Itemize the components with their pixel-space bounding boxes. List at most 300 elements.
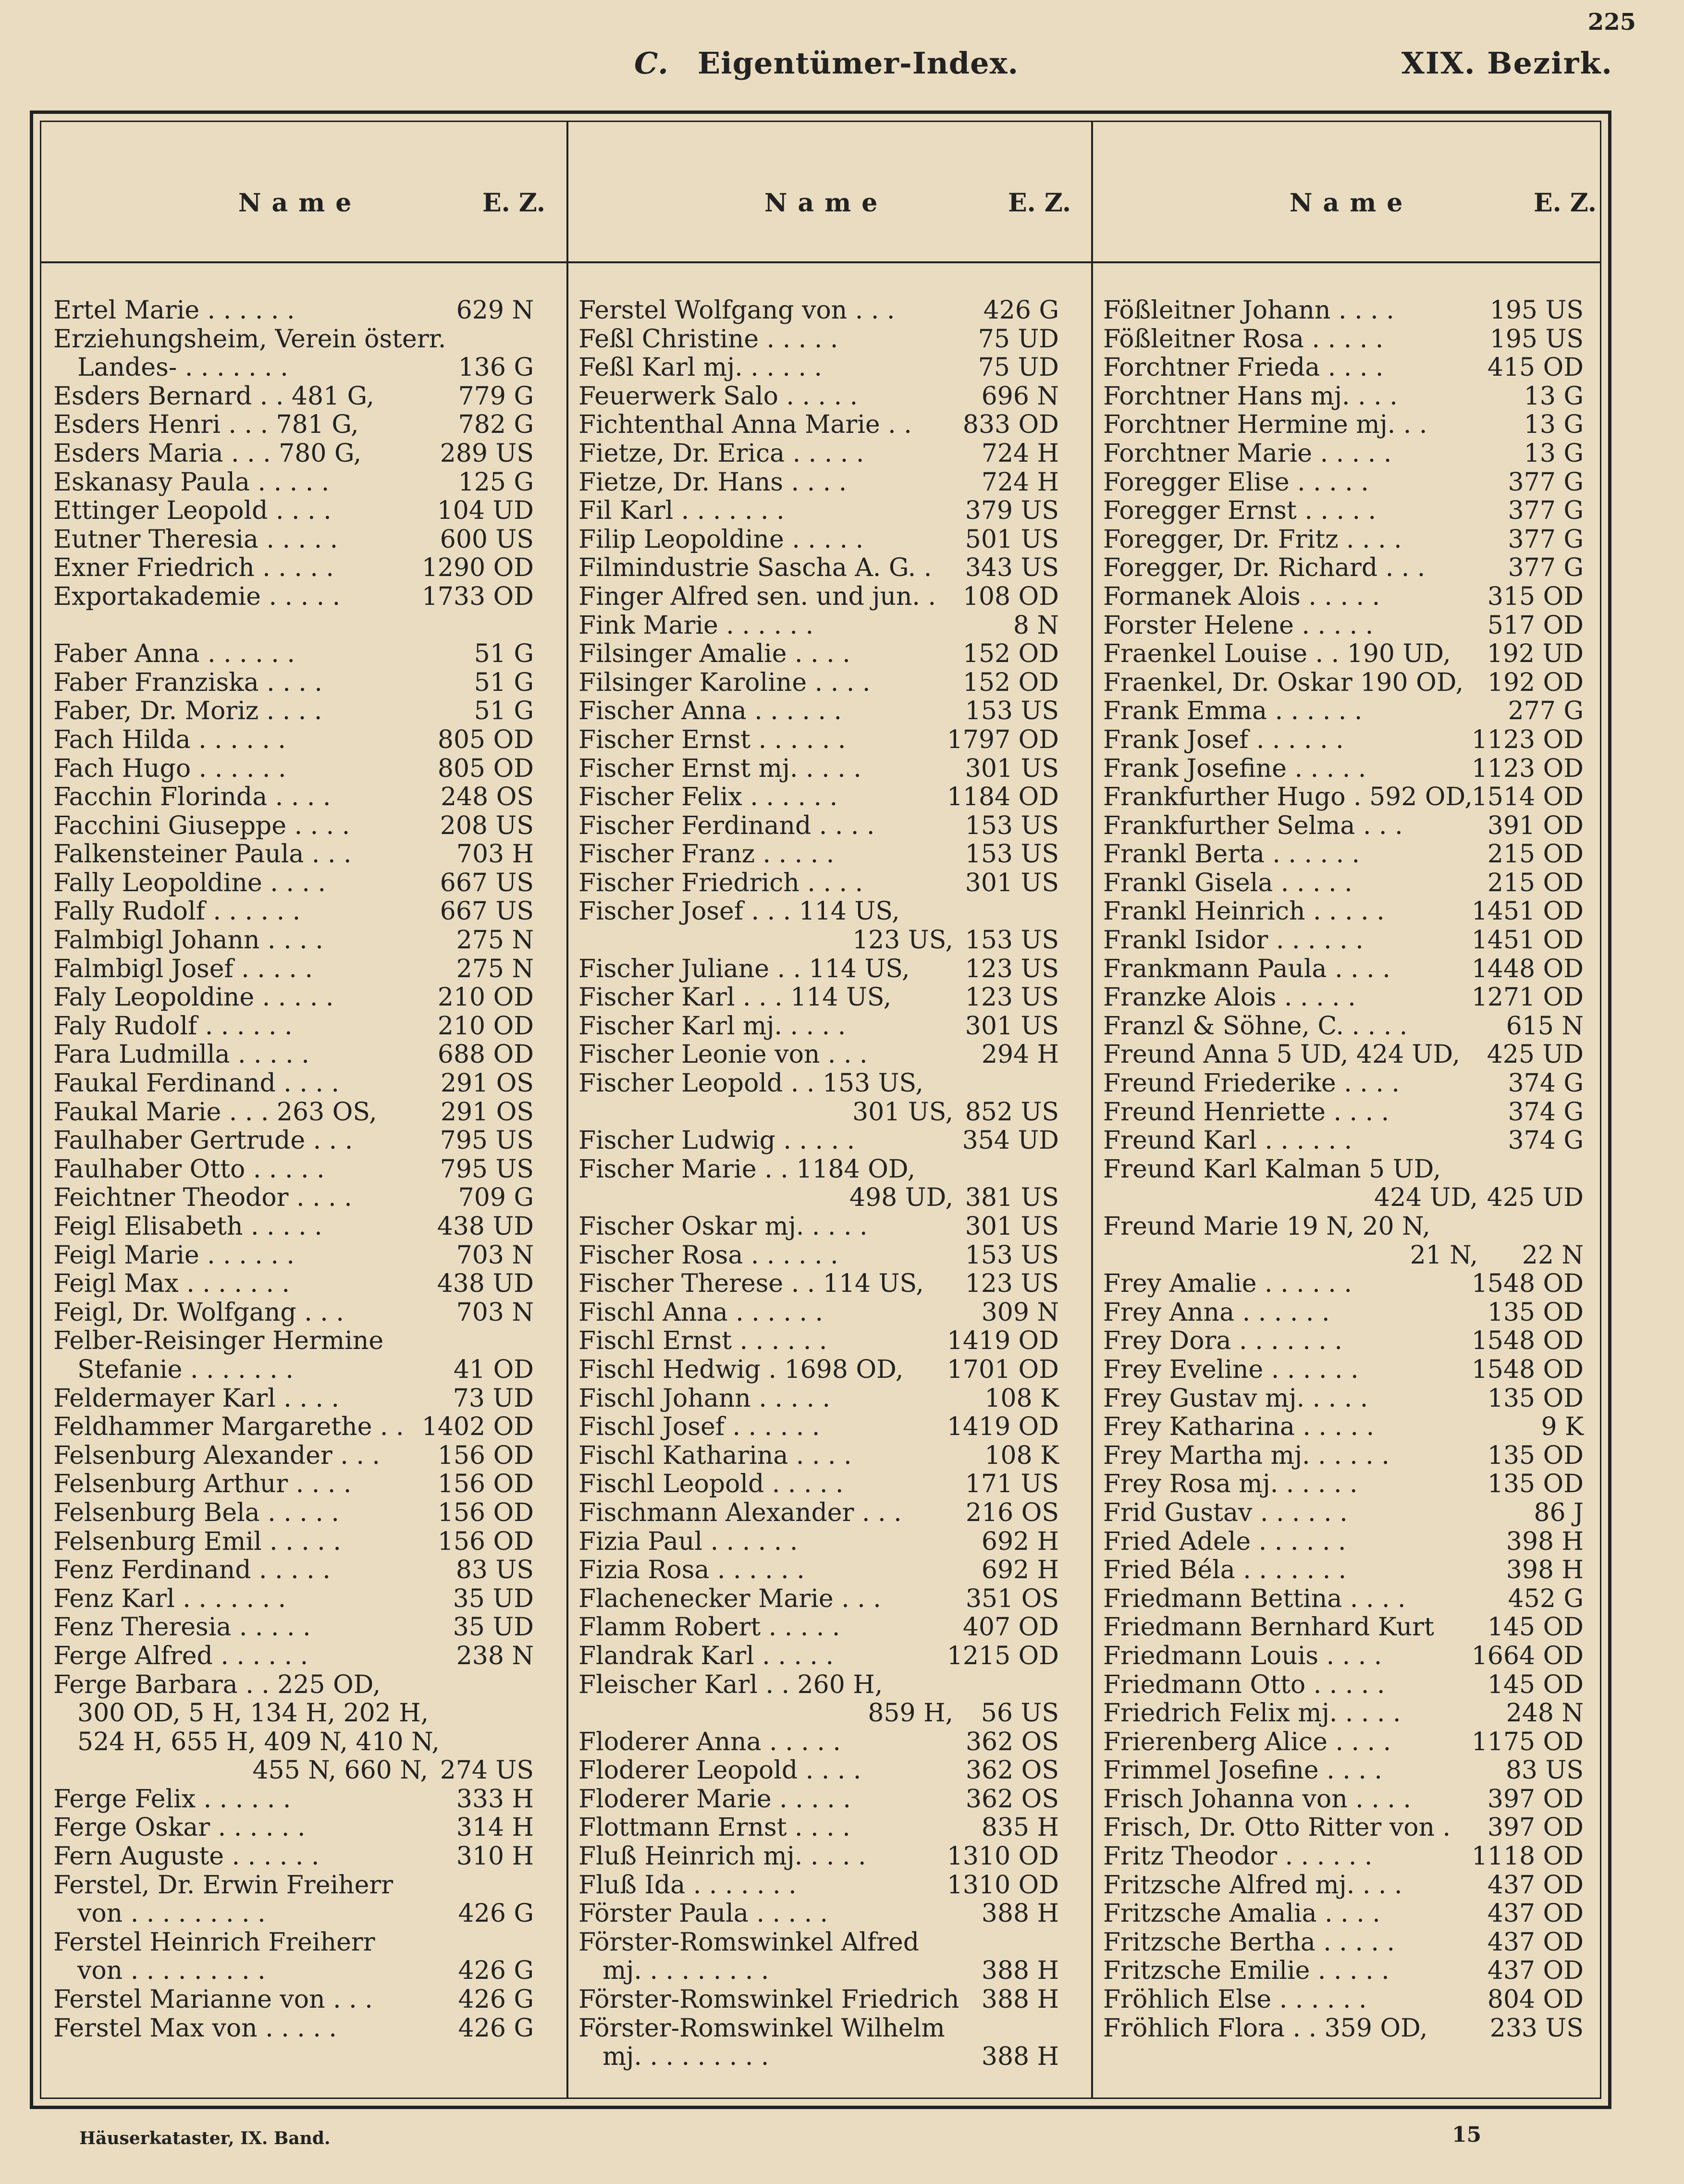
entry-name: Fischer Josef . . . 114 US, (578, 897, 900, 926)
entry-name: Fizia Rosa . . . . . . (578, 1556, 805, 1585)
entry-name: Fach Hugo . . . . . . (53, 754, 286, 783)
entry-ez: 248 N (1506, 1699, 1584, 1728)
entry-ez: 289 US (440, 439, 534, 468)
entry-name: Fischl Hedwig . 1698 OD, (578, 1355, 904, 1384)
entry-ez: 153 US (965, 840, 1059, 869)
index-entry (1103, 1785, 1584, 1814)
index-entry (1103, 1900, 1584, 1928)
entry-ez: 233 US (1489, 2013, 1584, 2043)
entry-ez: 309 N (981, 1298, 1059, 1327)
index-entry (1103, 382, 1584, 411)
entry-name: Ferge Felix . . . . . . (53, 1784, 291, 1814)
entry-ez: 156 OD (437, 1470, 534, 1499)
entry-ez: 75 UD (978, 353, 1059, 382)
entry-ez: 1797 OD (946, 725, 1059, 754)
index-entry (53, 1413, 534, 1442)
index-entry (578, 1470, 1059, 1499)
entry-name: Faukal Ferdinand . . . . (53, 1069, 340, 1098)
entry-ez: 437 OD (1487, 1899, 1584, 1928)
index-entry (1103, 1241, 1584, 1270)
entry-ez: 83 US (455, 1556, 534, 1585)
entry-name: 21 N, (1410, 1240, 1478, 1270)
index-entry (1103, 325, 1584, 354)
index-entry (578, 897, 1059, 926)
index-entry (53, 926, 534, 955)
index-entry (578, 1556, 1059, 1585)
entry-name: Frey Amalie . . . . . . (1103, 1269, 1352, 1299)
entry-name: Fritz Theodor . . . . . . (1103, 1842, 1373, 1871)
index-entry (53, 1671, 534, 1700)
index-entry (1103, 497, 1584, 526)
entry-name: Felsenburg Arthur . . . . (53, 1470, 352, 1499)
index-entry (53, 1699, 534, 1728)
entry-name: Feigl Marie . . . . . . (53, 1240, 295, 1270)
index-entry (53, 1327, 534, 1356)
entry-name: Feldhammer Margarethe . . (53, 1412, 404, 1442)
entry-name: Frierenberg Alice . . . . (1103, 1727, 1391, 1756)
index-entry (53, 1556, 534, 1585)
index-entry (1103, 1556, 1584, 1585)
entry-name: Fischer Felix . . . . . . (578, 783, 838, 812)
index-entry (1103, 1127, 1584, 1155)
entry-ez: 1175 OD (1471, 1727, 1584, 1756)
index-entry (1103, 869, 1584, 898)
index-entry (578, 1041, 1059, 1069)
index-entry (578, 1127, 1059, 1155)
entry-name: 498 UD, (849, 1183, 953, 1213)
index-entry (578, 1728, 1059, 1757)
entry-name: Frank Josefine . . . . . (1103, 754, 1366, 783)
entry-name: 424 UD, (1374, 1183, 1478, 1213)
entry-name: Falkensteiner Paula . . . (53, 840, 352, 869)
entry-ez: 238 N (456, 1641, 534, 1670)
entry-ez: 41 OD (453, 1355, 534, 1384)
entry-ez: 426 G (458, 2013, 534, 2043)
entry-ez: 437 OD (1487, 1870, 1584, 1900)
index-entry (53, 1756, 534, 1785)
entry-ez: 86 J (1534, 1498, 1584, 1527)
index-entry (1103, 411, 1584, 440)
entry-name: Feichtner Theodor . . . . (53, 1183, 352, 1213)
index-entry (53, 1098, 534, 1127)
index-entry (53, 1041, 534, 1069)
entry-name: 301 US, (852, 1097, 953, 1127)
entry-name: Ferge Barbara . . 225 OD, (53, 1670, 381, 1699)
entry-ez: 724 H (981, 467, 1059, 497)
index-entry (578, 1499, 1059, 1528)
index-entry (53, 1184, 534, 1213)
entry-ez: 426 G (983, 296, 1059, 325)
column-divider (1091, 122, 1093, 2098)
entry-name: Faly Rudolf . . . . . . (53, 1011, 293, 1041)
entry-name: Facchini Giuseppe . . . . (53, 811, 350, 840)
entry-name: Fried Adele . . . . . . (1103, 1527, 1346, 1556)
entry-ez: 145 OD (1487, 1613, 1584, 1642)
entry-ez: 1310 OD (946, 1870, 1059, 1900)
entry-ez: 667 US (440, 868, 534, 897)
entry-name: 300 OD, 5 H, 134 H, 202 H, (77, 1699, 429, 1728)
entry-name: Frisch Johanna von . . . . (1103, 1784, 1411, 1814)
index-entry (1103, 669, 1584, 698)
index-entry (578, 497, 1059, 526)
index-entry (1103, 440, 1584, 468)
entry-ez: 703 N (456, 1298, 534, 1327)
entry-name: Fischer Franz . . . . . (578, 840, 835, 869)
entry-ez: 1451 OD (1471, 926, 1584, 955)
entry-ez: 210 OD (437, 1011, 534, 1041)
entry-name: Freund Anna 5 UD, 424 UD, (1103, 1040, 1460, 1069)
entry-ez: 437 OD (1487, 1956, 1584, 1986)
index-entry (1103, 1442, 1584, 1471)
entry-ez: 301 US (965, 868, 1059, 897)
entry-name: Forchtner Hermine mj. . . (1103, 410, 1427, 440)
entry-name: Frid Gustav . . . . . . (1103, 1498, 1348, 1527)
entry-ez: 343 US (965, 553, 1059, 583)
entry-name: Feßl Karl mj. . . . . . (578, 353, 823, 382)
entry-ez: 1701 OD (946, 1355, 1059, 1384)
entry-name: Frankl Berta . . . . . . (1103, 840, 1360, 869)
index-entry (578, 325, 1059, 354)
index-entry (53, 1155, 534, 1184)
index-entry (1103, 1986, 1584, 2014)
index-entry (1103, 1528, 1584, 1557)
index-entry (53, 640, 534, 669)
entry-ez: 415 OD (1487, 353, 1584, 382)
entry-ez: 724 H (981, 439, 1059, 468)
entry-ez: 426 G (458, 1985, 534, 2014)
entry-name: Fischmann Alexander . . . (578, 1498, 902, 1527)
entry-ez: 452 G (1508, 1584, 1584, 1613)
index-entry (53, 1470, 534, 1499)
entry-ez: 374 G (1508, 1097, 1584, 1127)
entry-ez: 425 UD (1487, 1183, 1584, 1213)
entry-ez: 709 G (458, 1183, 534, 1213)
index-entry (578, 1585, 1059, 1614)
entry-ez: 1184 OD (946, 783, 1059, 812)
entry-name: Feigl Max . . . . . . . (53, 1269, 290, 1299)
index-entry (53, 1385, 534, 1413)
entry-name: Fally Leopoldine . . . . (53, 868, 326, 897)
index-entry (578, 382, 1059, 411)
entry-name: Eskanasy Paula . . . . . (53, 467, 330, 497)
entry-name: Fischer Rosa . . . . . . (578, 1240, 838, 1270)
entry-name: Fraenkel Louise . . 190 UD, (1103, 639, 1451, 669)
index-entry (578, 411, 1059, 440)
entry-name: Ferstel Heinrich Freiherr (53, 1927, 375, 1957)
entry-ez: 1664 OD (1471, 1641, 1584, 1670)
entry-name: Foregger, Dr. Richard . . . (1103, 553, 1426, 583)
index-entry (1103, 955, 1584, 984)
index-entry (1103, 1585, 1584, 1614)
entry-name: Fenz Theresia . . . . . (53, 1613, 311, 1642)
index-entry (1103, 697, 1584, 726)
entry-name: Falmbigl Josef . . . . . (53, 954, 313, 983)
entry-ez: 1514 OD (1471, 783, 1584, 812)
index-entry (578, 1871, 1059, 1900)
entry-ez: 274 US (440, 1756, 534, 1785)
entry-ez: 391 OD (1487, 811, 1584, 840)
entry-ez: 426 G (458, 1899, 534, 1928)
entry-name: Franzke Alois . . . . . (1103, 983, 1356, 1012)
entry-name: Erziehungsheim, Verein österr. (53, 324, 446, 354)
entry-ez: 1123 OD (1471, 754, 1584, 783)
entry-name: Fischl Leopold . . . . . (578, 1470, 844, 1499)
entry-ez: 275 N (456, 954, 534, 983)
entry-ez: 192 OD (1487, 668, 1584, 697)
entry-name: Feigl Elisabeth . . . . . (53, 1212, 322, 1241)
entry-ez: 629 N (456, 296, 534, 325)
index-entry (53, 554, 534, 583)
entry-ez: 22 N (1522, 1240, 1584, 1270)
entry-ez: 216 OS (965, 1498, 1059, 1527)
entry-name: Floderer Marie . . . . . (578, 1784, 851, 1814)
entry-name: Fenz Ferdinand . . . . . (53, 1556, 331, 1585)
entry-ez: 692 H (981, 1527, 1059, 1556)
entry-name: Fischl Anna . . . . . . (578, 1298, 824, 1327)
index-entry (53, 2014, 534, 2043)
section-letter: C. (634, 46, 669, 81)
entry-name: Frey Rosa mj. . . . . . (1103, 1470, 1358, 1499)
entry-ez: 362 OS (965, 1756, 1059, 1785)
entry-ez: 156 OD (437, 1498, 534, 1527)
entry-name: Esders Maria . . . 780 G, (53, 439, 362, 468)
entry-name: Ettinger Leopold . . . . (53, 496, 332, 526)
index-entry (53, 1012, 534, 1041)
index-entry (53, 1642, 534, 1671)
entry-ez: 377 G (1508, 525, 1584, 554)
entry-ez: 104 UD (437, 496, 534, 526)
entry-name: Faulhaber Gertrude . . . (53, 1126, 353, 1155)
entry-ez: 13 G (1524, 410, 1584, 440)
entry-name: Frey Martha mj. . . . . . (1103, 1441, 1389, 1470)
entry-name: Fischl Katharina . . . . (578, 1441, 852, 1470)
index-entry (1103, 612, 1584, 640)
entry-ez: 1402 OD (421, 1412, 534, 1442)
index-entry (53, 1900, 534, 1928)
entry-name: Fach Hilda . . . . . . (53, 725, 286, 754)
entry-name: Fleischer Karl . . 260 H, (578, 1670, 883, 1699)
index-entry (578, 926, 1059, 955)
entry-ez: 795 US (440, 1126, 534, 1155)
entry-ez: 1451 OD (1471, 897, 1584, 926)
index-entry (578, 840, 1059, 869)
entry-name: Fally Rudolf . . . . . . (53, 897, 301, 926)
entry-name: Förster Paula . . . . . (578, 1899, 828, 1928)
entry-name: Filsinger Karoline . . . . (578, 668, 871, 697)
index-entry (578, 783, 1059, 812)
index-entry (53, 1613, 534, 1642)
entry-name: Friedmann Bernhard Kurt (1103, 1613, 1434, 1642)
index-entry (578, 1642, 1059, 1671)
index-entry (1103, 1098, 1584, 1127)
index-entry (578, 1012, 1059, 1041)
entry-name: Finger Alfred sen. und jun. . (578, 582, 936, 611)
entry-name: Ferstel Marianne von . . . (53, 1985, 373, 2014)
entry-name: Foregger Ernst . . . . . (1103, 496, 1377, 526)
entry-ez: 310 H (456, 1842, 534, 1871)
index-entry (578, 554, 1059, 583)
entry-name: Exner Friedrich . . . . . (53, 553, 334, 583)
index-column-1 (53, 296, 534, 2043)
index-entry (578, 812, 1059, 841)
index-entry (53, 812, 534, 841)
entry-ez: 377 G (1508, 496, 1584, 526)
index-entry (578, 354, 1059, 382)
entry-name: Fischer Marie . . 1184 OD, (578, 1154, 916, 1184)
entry-name: Facchin Florinda . . . . (53, 783, 331, 812)
group-spacer (53, 612, 534, 640)
index-entry (1103, 2014, 1584, 2043)
index-entry (53, 983, 534, 1012)
entry-ez: 8 N (1013, 611, 1059, 640)
index-entry (578, 2043, 1059, 2072)
entry-ez: 210 OD (437, 983, 534, 1012)
entry-name: Felsenburg Alexander . . . (53, 1441, 380, 1470)
entry-ez: 438 UD (437, 1212, 534, 1241)
page-number: 225 (1587, 9, 1636, 36)
index-entry (53, 955, 534, 984)
index-entry (1103, 1871, 1584, 1900)
entry-ez: 805 OD (437, 754, 534, 783)
entry-ez: 315 OD (1487, 582, 1584, 611)
index-entry (1103, 897, 1584, 926)
entry-name: Förster-Romswinkel Alfred (578, 1927, 920, 1957)
index-entry (578, 1184, 1059, 1213)
index-entry (1103, 1184, 1584, 1213)
entry-ez: 301 US (965, 1011, 1059, 1041)
entry-name: Felsenburg Bela . . . . . (53, 1498, 339, 1527)
column-header-ez: E. Z. (1008, 188, 1071, 218)
entry-name: von . . . . . . . . . (77, 1899, 266, 1928)
entry-name: Fischer Ernst . . . . . . (578, 725, 846, 754)
index-entry (53, 1241, 534, 1270)
entry-ez: 362 OS (965, 1727, 1059, 1756)
entry-name: Fischer Karl mj. . . . . (578, 1011, 846, 1041)
index-entry (578, 468, 1059, 497)
index-entry (1103, 783, 1584, 812)
entry-name: Fößleitner Rosa . . . . . (1103, 324, 1384, 354)
entry-ez: 835 H (981, 1813, 1059, 1842)
entry-name: Frankl Isidor . . . . . . (1103, 926, 1364, 955)
entry-name: mj. . . . . . . . . (602, 1956, 769, 1986)
entry-ez: 407 OD (962, 1613, 1059, 1642)
entry-name: Filsinger Amalie . . . . (578, 639, 850, 669)
index-entry (1103, 1041, 1584, 1069)
index-entry (578, 1356, 1059, 1385)
entry-ez: 73 UD (453, 1384, 534, 1413)
entry-ez: 388 H (981, 1899, 1059, 1928)
index-entry (578, 1671, 1059, 1700)
index-entry (578, 869, 1059, 898)
entry-name: Fritzsche Amalia . . . . (1103, 1899, 1380, 1928)
index-entry (53, 1499, 534, 1528)
entry-name: Faly Leopoldine . . . . . (53, 983, 334, 1012)
index-entry (578, 1756, 1059, 1785)
entry-name: Filmindustrie Sascha A. G. . (578, 553, 932, 583)
entry-name: Fischer Friedrich . . . . (578, 868, 863, 897)
column-header-ez: E. Z. (482, 188, 545, 218)
entry-ez: 1419 OD (946, 1412, 1059, 1442)
entry-ez: 388 H (981, 1956, 1059, 1986)
index-entry (578, 583, 1059, 612)
entry-name: Eutner Theresia . . . . . (53, 525, 338, 554)
index-entry (1103, 1957, 1584, 1986)
entry-name: Fischer Anna . . . . . . (578, 697, 842, 726)
entry-ez: 1310 OD (946, 1842, 1059, 1871)
index-entry (53, 669, 534, 698)
entry-ez: 171 US (965, 1470, 1059, 1499)
index-entry (53, 1069, 534, 1098)
index-entry (1103, 1213, 1584, 1241)
entry-name: Fischer Leopold . . 153 US, (578, 1069, 923, 1098)
entry-ez: 153 US (965, 1240, 1059, 1270)
entry-name: Feuerwerk Salo . . . . . (578, 381, 858, 411)
index-entry (53, 1528, 534, 1557)
entry-name: Fietze, Dr. Erica . . . . . (578, 439, 864, 468)
index-entry (578, 1986, 1059, 2014)
entry-ez: 703 N (456, 1240, 534, 1270)
index-entry (53, 1213, 534, 1241)
entry-name: Freund Karl Kalman 5 UD, (1103, 1154, 1441, 1184)
section-heading (634, 46, 1019, 81)
entry-name: Felsenburg Emil . . . . . (53, 1527, 341, 1556)
entry-ez: 333 H (456, 1784, 534, 1814)
entry-name: Friedmann Bettina . . . . (1103, 1584, 1406, 1613)
entry-name: Feigl, Dr. Wolfgang . . . (53, 1298, 344, 1327)
entry-name: Fischer Karl . . . 114 US, (578, 983, 892, 1012)
entry-ez: 13 G (1524, 381, 1584, 411)
index-entry (578, 1327, 1059, 1356)
entry-ez: 195 US (1489, 296, 1584, 325)
entry-name: Freund Karl . . . . . . (1103, 1126, 1352, 1155)
index-entry (53, 1270, 534, 1299)
entry-ez: 145 OD (1487, 1670, 1584, 1699)
entry-name: Frankfurther Hugo . 592 OD, (1103, 783, 1473, 812)
index-entry (1103, 755, 1584, 784)
index-entry (53, 325, 534, 354)
entry-name: Forchtner Hans mj. . . . (1103, 381, 1398, 411)
entry-ez: 1419 OD (946, 1326, 1059, 1356)
index-entry (1103, 1327, 1584, 1356)
entry-name: Filip Leopoldine . . . . . (578, 525, 864, 554)
entry-ez: 294 H (981, 1040, 1059, 1069)
entry-name: Fischer Ferdinand . . . . (578, 811, 875, 840)
index-entry (53, 296, 534, 325)
entry-ez: 9 K (1541, 1412, 1584, 1442)
entry-name: Falmbigl Johann . . . . (53, 926, 323, 955)
index-entry (1103, 1155, 1584, 1184)
index-entry (1103, 1928, 1584, 1957)
entry-name: Ferge Oskar . . . . . . (53, 1813, 306, 1842)
index-table-frame (30, 110, 1611, 2109)
entry-name: Frey Dora . . . . . . . (1103, 1326, 1342, 1356)
index-entry (53, 783, 534, 812)
entry-name: Fichtenthal Anna Marie . . (578, 410, 912, 440)
column-header-name: Name (1290, 188, 1414, 218)
entry-ez: 152 OD (962, 668, 1059, 697)
index-entry (578, 1270, 1059, 1299)
entry-ez: 135 OD (1487, 1384, 1584, 1413)
entry-ez: 354 UD (962, 1126, 1059, 1155)
index-entry (578, 296, 1059, 325)
section-title: Eigentümer-Index. (697, 46, 1019, 81)
index-entry (578, 1442, 1059, 1471)
entry-name: Faukal Marie . . . 263 OS, (53, 1097, 377, 1127)
entry-ez: 377 G (1508, 553, 1584, 583)
entry-ez: 377 G (1508, 467, 1584, 497)
entry-name: Fenz Karl . . . . . . . (53, 1584, 286, 1613)
entry-ez: 125 G (458, 467, 534, 497)
